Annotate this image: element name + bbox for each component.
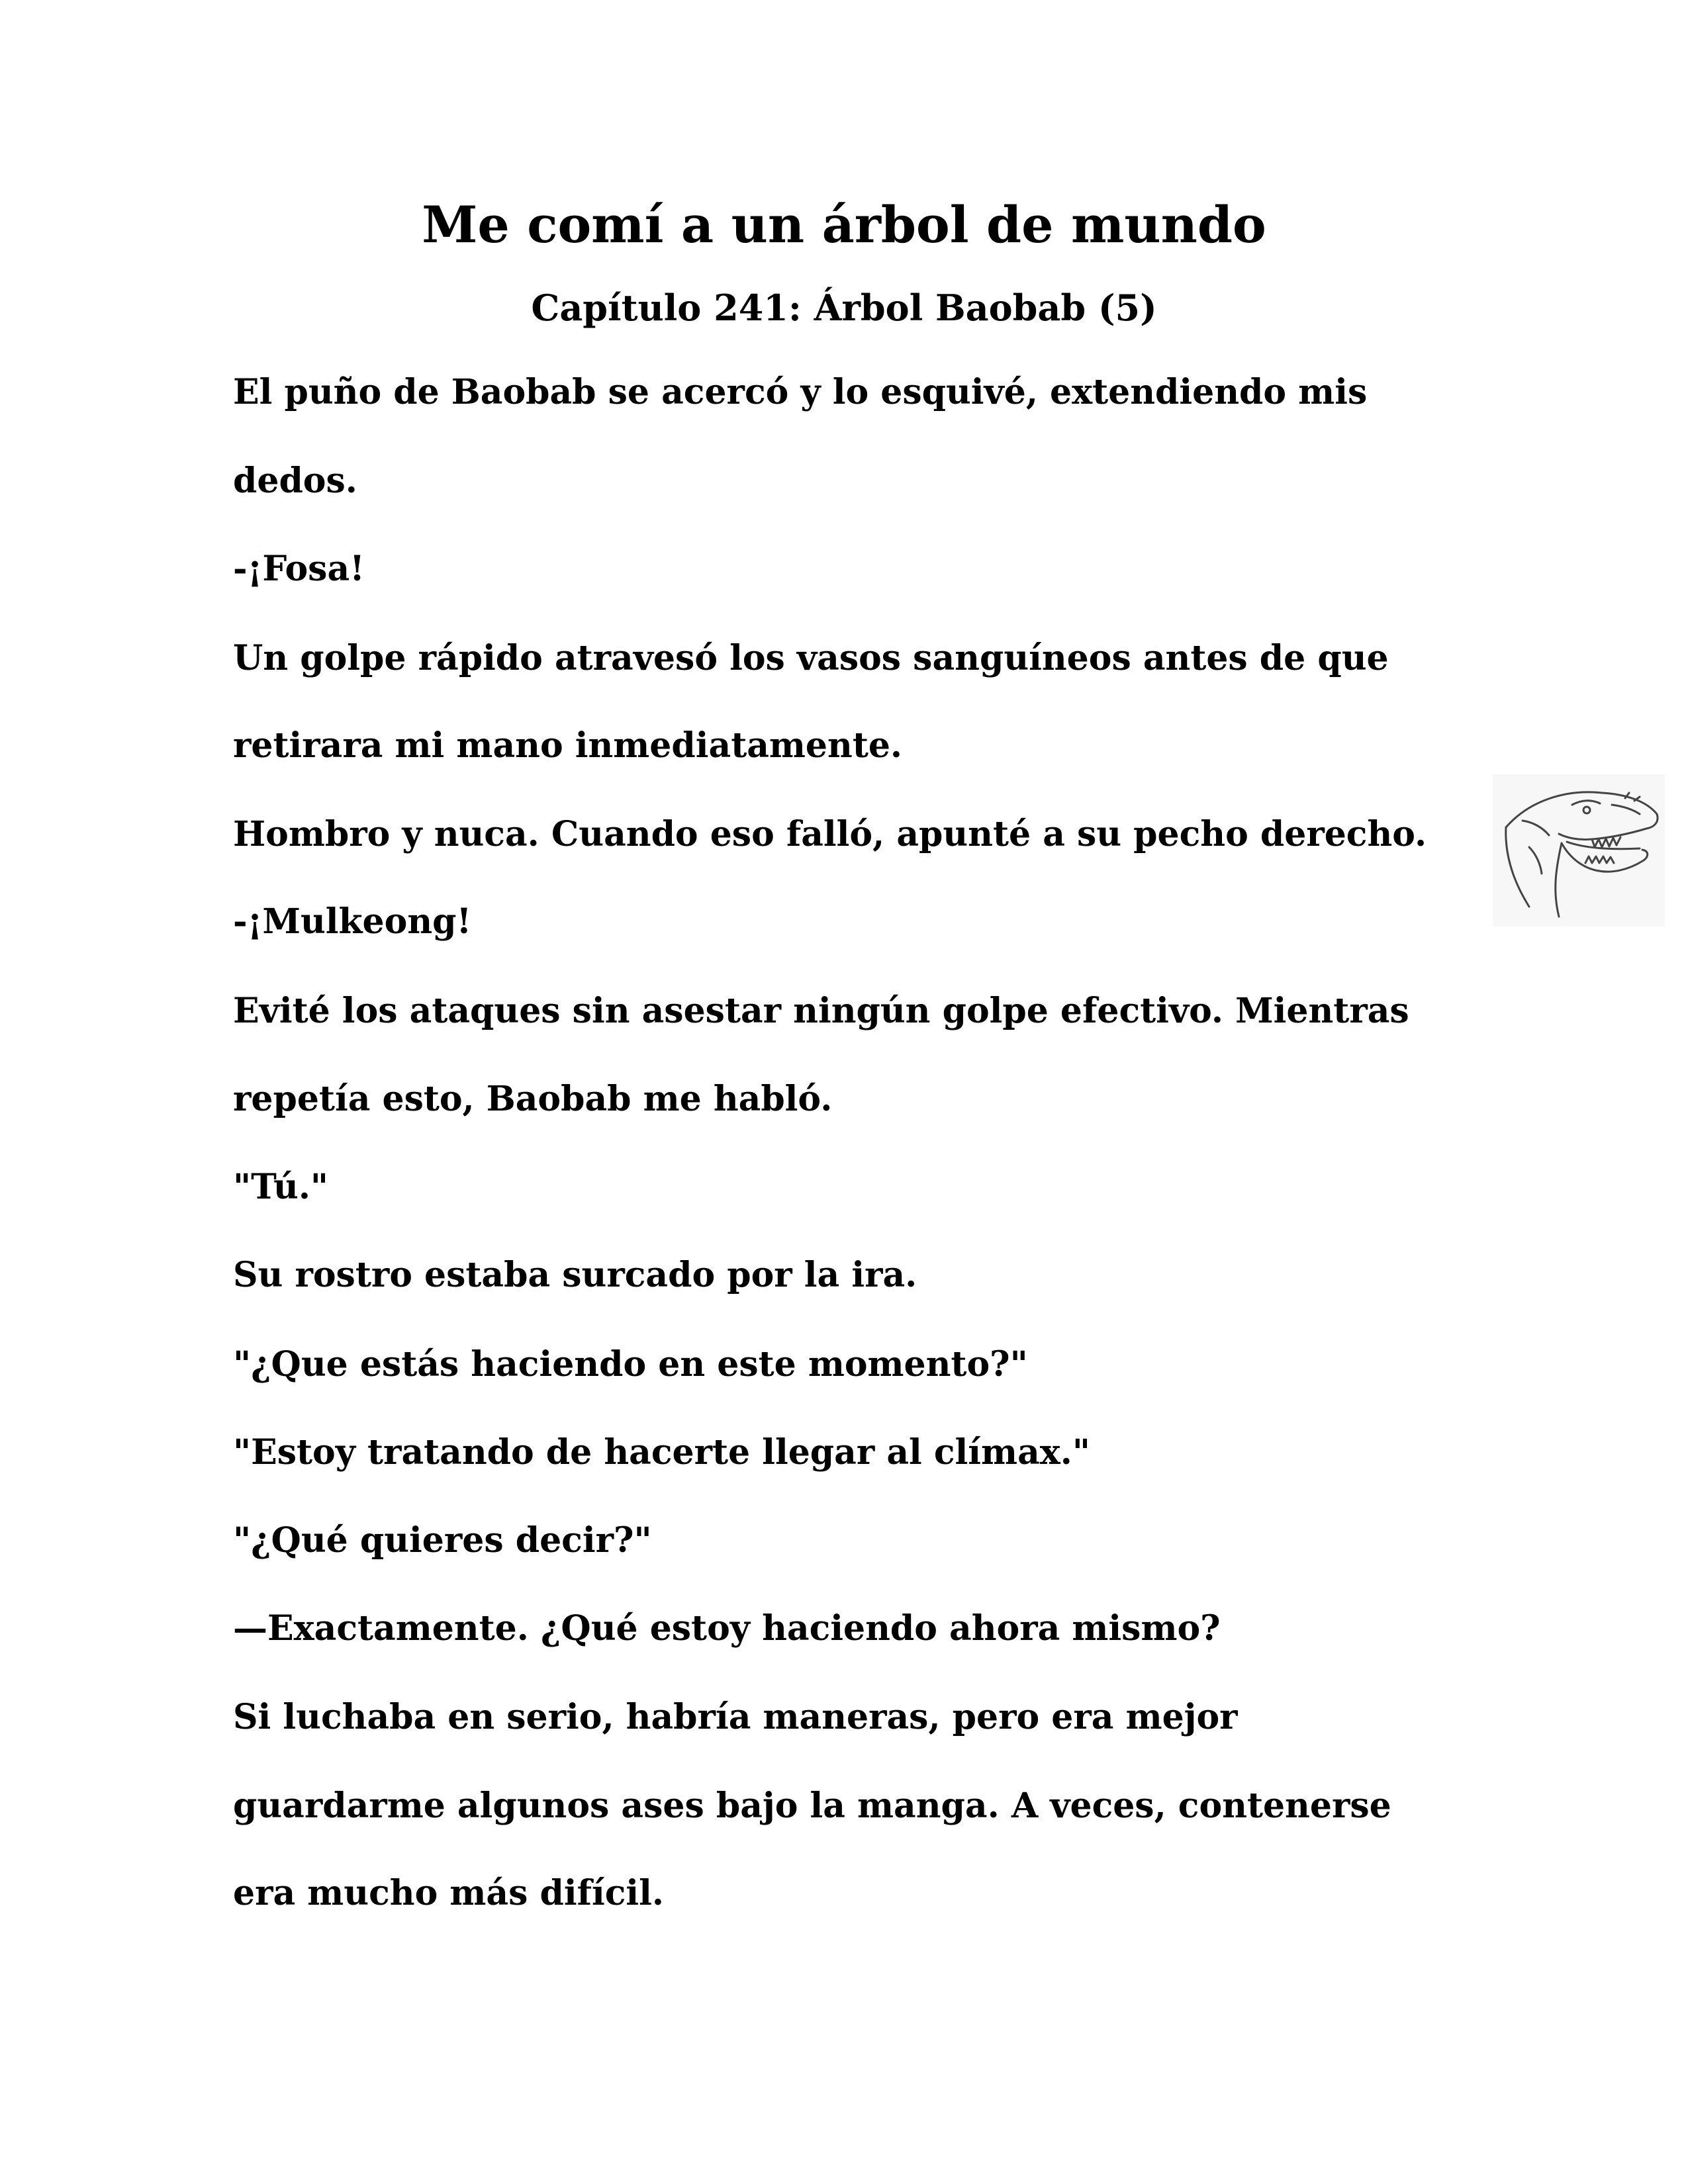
text-line: dedos. — [233, 461, 357, 501]
text-line: Hombro y nuca. Cuando eso falló, apunté a su pecho derecho. — [233, 814, 1427, 854]
chapter-title: Capítulo 241: Árbol Baobab (5) — [531, 287, 1157, 329]
text-line: guardarme algunos ases bajo la manga. A veces, contenerse — [233, 1786, 1391, 1826]
text-line: repetía esto, Baobab me habló. — [233, 1079, 833, 1119]
text-line: "Tú." — [233, 1167, 329, 1207]
text-line: Evité los ataques sin asestar ningún golpe efectivo. Mientras — [233, 991, 1409, 1031]
text-line: retirara mi mano inmediatamente. — [233, 725, 903, 766]
text-line: -¡Fosa! — [233, 549, 365, 589]
text-line: "¿Que estás haciendo en este momento?" — [233, 1344, 1028, 1385]
document-title: Me comí a un árbol de mundo — [422, 195, 1266, 254]
text-line: —Exactamente. ¿Qué estoy haciendo ahora mismo? — [233, 1608, 1221, 1649]
text-line: "¿Qué quieres decir?" — [233, 1520, 652, 1561]
text-line: Su rostro estaba surcado por la ira. — [233, 1255, 917, 1295]
dinosaur-head-icon — [1493, 774, 1665, 927]
text-line: Un golpe rápido atravesó los vasos sanguíneos antes de que — [233, 638, 1389, 678]
text-line: El puño de Baobab se acercó y lo esquivé, extendiendo mis — [233, 372, 1368, 412]
text-line: -¡Mulkeong! — [233, 901, 472, 942]
text-line: Si luchaba en serio, habría maneras, pero era mejor — [233, 1697, 1238, 1737]
text-line: era mucho más difícil. — [233, 1873, 664, 1913]
text-line: "Estoy tratando de hacerte llegar al clímax." — [233, 1432, 1090, 1473]
